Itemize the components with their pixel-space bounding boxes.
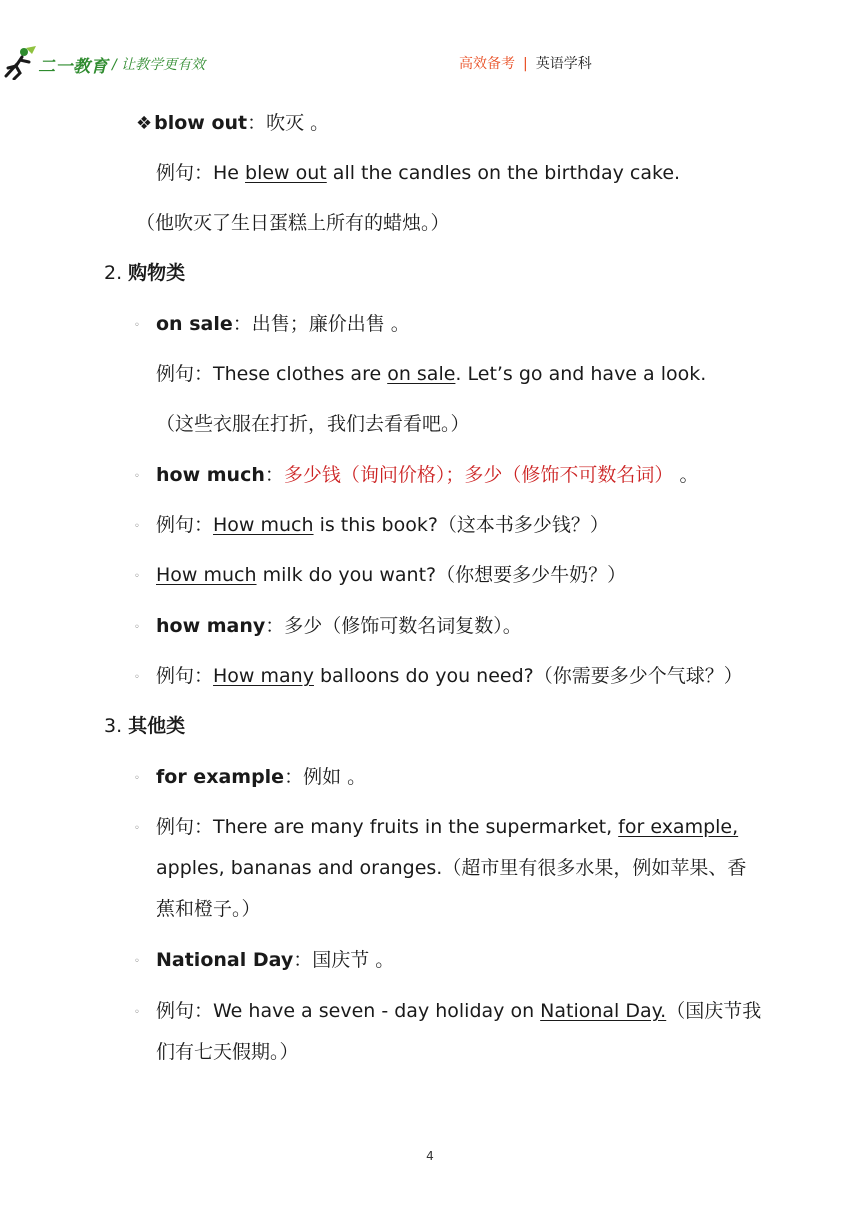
example-sentence — [156, 663, 743, 689]
example-sentence — [156, 361, 706, 387]
example-sentence — [156, 512, 609, 538]
example-highlight: How many — [213, 665, 314, 687]
header-right — [459, 53, 592, 73]
example-rest: is this book?（这本书多少钱？） — [313, 514, 609, 536]
example-highlight: on sale — [387, 363, 456, 385]
phrase-definition: ：出售；廉价出售 。 — [232, 313, 410, 335]
header-exam-label: 高效备考 — [459, 56, 515, 72]
phrase-national-day — [156, 947, 394, 973]
example-highlight: National Day. — [540, 1000, 667, 1022]
circle-bullet-icon: ◦ — [134, 773, 140, 784]
example-rest: . Let’s go and have a look. — [455, 363, 707, 385]
header-separator: | — [523, 56, 528, 72]
phrase-term: for example — [156, 766, 285, 788]
phrase-for-example — [156, 764, 366, 790]
phrase-definition: ：吹灭 。 — [247, 112, 330, 134]
section-number: 3. — [104, 715, 129, 737]
example-continuation: 们有七天假期。） — [156, 1041, 299, 1063]
example-translation: （他吹灭了生日蛋糕上所有的蜡烛。） — [136, 212, 450, 234]
brand-name: 二一教育 — [38, 57, 108, 77]
example-rest: all the candles on the birthday cake. — [326, 162, 681, 184]
phrase-blow-out — [136, 110, 329, 137]
example-rest: （国庆节我 — [666, 1000, 762, 1022]
runner-logo-icon — [2, 46, 38, 80]
phrase-definition: ：国庆节 。 — [293, 949, 395, 971]
phrase-how-many — [156, 613, 522, 639]
example-sentence — [156, 998, 761, 1024]
example-sentence — [156, 814, 738, 840]
phrase-on-sale — [156, 311, 410, 337]
phrase-colon: ： — [264, 464, 284, 486]
example-prefix: 例句：He — [156, 162, 246, 184]
example-sentence — [156, 160, 680, 186]
example-rest: milk do you want?（你想要多少牛奶？） — [256, 564, 627, 586]
circle-bullet-icon: ◦ — [134, 471, 140, 482]
section-title: 购物类 — [128, 262, 186, 284]
example-highlight: for example, — [618, 816, 739, 838]
phrase-term: blow out — [154, 112, 248, 134]
example-prefix: 例句： — [156, 665, 214, 687]
example-prefix: 例句： — [156, 514, 214, 536]
example-highlight: How much — [213, 514, 314, 536]
circle-bullet-icon: ◦ — [134, 672, 140, 683]
circle-bullet-icon: ◦ — [134, 320, 140, 331]
phrase-definition: ：例如 。 — [284, 766, 367, 788]
phrase-term: on sale — [156, 313, 233, 335]
example-highlight: blew out — [245, 162, 327, 184]
phrase-period: 。 — [673, 464, 699, 486]
page-number: 4 — [426, 1149, 434, 1163]
example-translation: （这些衣服在打折，我们去看看吧。） — [156, 413, 470, 435]
slogan: / 让教学更有效 — [112, 57, 206, 73]
page-header — [0, 44, 860, 84]
example-continuation: 蕉和橙子。） — [156, 898, 261, 920]
example-continuation: apples, bananas and oranges.（超市里有很多水果，例如苹果、香 — [156, 857, 747, 879]
section-heading-other — [104, 713, 185, 739]
phrase-definition-highlight: 多少钱（询问价格）；多少（修饰不可数名词） — [283, 464, 674, 486]
circle-bullet-icon: ◦ — [134, 622, 140, 633]
example-sentence — [156, 562, 626, 588]
circle-bullet-icon: ◦ — [134, 521, 140, 532]
phrase-term: National Day — [156, 949, 294, 971]
example-highlight: How much — [156, 564, 257, 586]
circle-bullet-icon: ◦ — [134, 571, 140, 582]
phrase-term: how much — [156, 464, 265, 486]
section-title: 其他类 — [128, 715, 186, 737]
header-subject-label: 英语学科 — [535, 56, 592, 72]
example-prefix: 例句：There are many fruits in the supermarket, — [156, 816, 619, 838]
circle-bullet-icon: ◦ — [134, 956, 140, 967]
phrase-term: how many — [156, 615, 266, 637]
phrase-how-much — [156, 462, 698, 488]
circle-bullet-icon: ◦ — [134, 823, 140, 834]
section-heading-shopping — [104, 260, 185, 286]
example-prefix: 例句：These clothes are — [156, 363, 388, 385]
circle-bullet-icon: ◦ — [134, 1007, 140, 1018]
section-number: 2. — [104, 262, 129, 284]
example-prefix: 例句：We have a seven - day holiday on — [156, 1000, 541, 1022]
diamond-bullet-icon: ❖ — [136, 113, 153, 134]
phrase-definition: ：多少（修饰可数名词复数）。 — [265, 615, 522, 637]
example-rest: balloons do you need?（你需要多少个气球？） — [313, 665, 743, 687]
